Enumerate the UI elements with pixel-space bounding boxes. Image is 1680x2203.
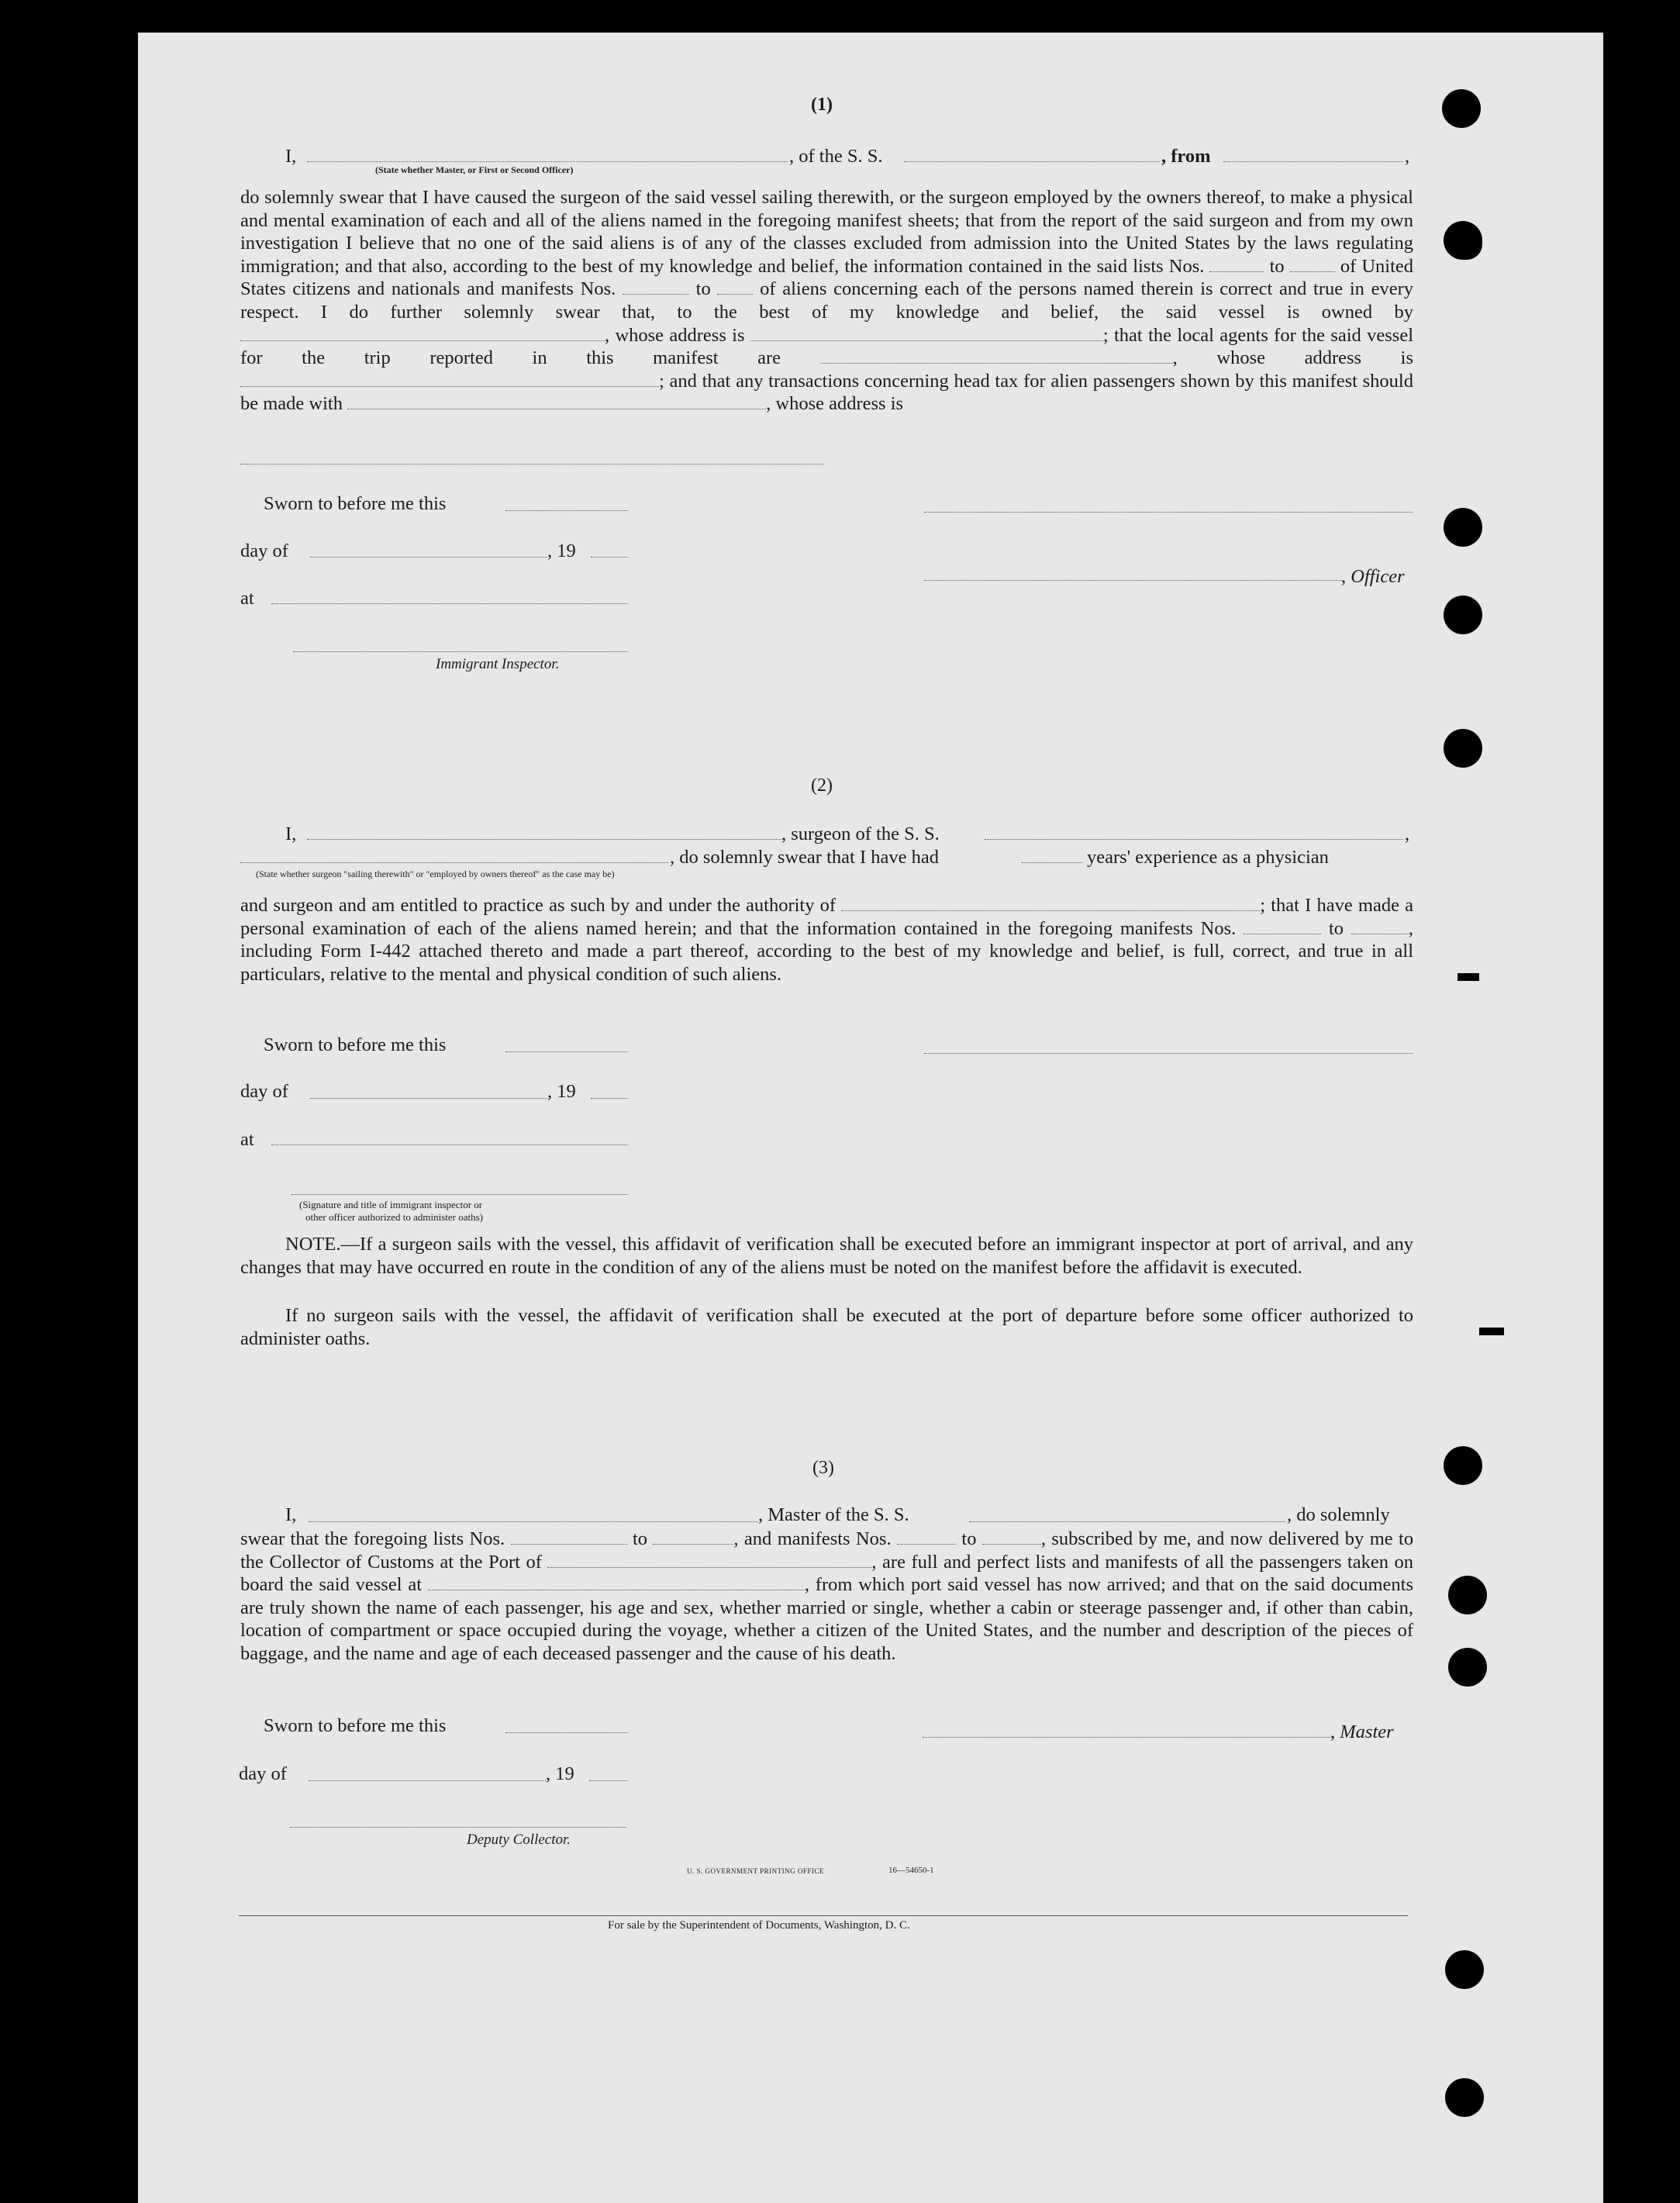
s1-manifests-to-field[interactable] — [717, 280, 753, 295]
s1-officer-signature-field[interactable] — [924, 512, 1413, 513]
s1-officer-label: , Officer — [1341, 566, 1405, 587]
footer-gpo: U. S. GOVERNMENT PRINTING OFFICE — [687, 1867, 824, 1875]
s1-at-field[interactable] — [271, 603, 628, 604]
s1-day-of: day of — [240, 540, 288, 561]
s3-master-name-field[interactable] — [309, 1521, 758, 1522]
s3-to-2: to — [961, 1528, 977, 1549]
s1-sworn-field[interactable] — [505, 510, 628, 511]
s1-para-c: of aliens concerning each of the persons named therein is correct and true in every respect. I do further solemnly swear that, to the best of my knowledge and belief, the said vessel is owned by — [240, 278, 1413, 323]
s2-signature-note-1: (Signature and title of immigrant inspector or — [299, 1199, 483, 1210]
s1-from: , from — [1161, 146, 1211, 167]
s3-subscribed: , subscribed by me, and now delivered by me to the Collector of Customs at the Port of — [240, 1528, 1414, 1573]
s1-of-ss: , of the S. S. — [789, 146, 883, 167]
s3-to-1: to — [632, 1528, 647, 1549]
s2-para-b: that I have made a personal examination of each of the aliens named herein; and that the information contained in the foregoing manifests Nos. — [240, 895, 1414, 939]
binder-hole — [1442, 89, 1481, 128]
s3-lists-to-field[interactable] — [653, 1530, 733, 1545]
s1-to-2: to — [695, 278, 711, 300]
s3-year-field[interactable] — [589, 1780, 628, 1781]
s3-deputy-signature-field[interactable] — [290, 1827, 626, 1828]
s2-swear: , do solemnly swear that I have had — [670, 847, 939, 868]
s1-para-a: do solemnly swear that I have caused the surgeon of the said vessel sailing therewith, or the surgeon employed by the owners thereof, to make a physical and mental examination of each and all of the aliens named in the foregoing manifest sheets; that from the report of the said surgeon and from my own investigation I believe that no one of the said aliens is of any of the classes excluded from admission into the United States by the laws regulating immigration; and that also, according to the best of my knowledge and belief, the information contained in the said lists Nos. — [240, 187, 1413, 277]
s2-surgeon-note: (State whether surgeon "sailing therewith" or "employed by owners thereof" as the case may be) — [256, 868, 615, 879]
s1-officer-signature-field-2[interactable] — [924, 580, 1343, 581]
s2-sworn: Sworn to before me this — [264, 1034, 447, 1055]
s3-day-field[interactable] — [309, 1780, 546, 1781]
s2-manifests-from-field[interactable] — [1244, 920, 1321, 934]
binder-hole — [1444, 596, 1482, 634]
s3-para-a: swear that the foregoing lists Nos. — [240, 1528, 505, 1549]
s3-master-of: , Master of the S. S. — [758, 1504, 909, 1525]
footer-rule — [239, 1915, 1408, 1916]
binder-hole — [1444, 221, 1482, 260]
s2-comma: , — [1405, 824, 1410, 844]
s2-i: I, — [285, 824, 297, 844]
s1-at: at — [240, 588, 254, 609]
s2-ship-field[interactable] — [985, 839, 1403, 840]
s1-whose-address-1: , whose address is — [605, 324, 745, 346]
s3-from-which: , from which port said vessel has now arrived; and that on the said documents are truly shown the name of each passenger, his age and sex, whether married or single, whether a cabin or steerage passenger and, if other than cabin, location of compartment or space occupied during the voyage, whether a citizen of the United States, and the number and description of the pieces of baggage, and the name and age of each deceased passenger and the cause of his death. — [240, 1574, 1413, 1664]
s3-master-signature-field[interactable] — [923, 1737, 1332, 1738]
s1-owner-address-field[interactable] — [750, 326, 1103, 341]
s3-manifests-to-field[interactable] — [982, 1530, 1041, 1545]
s2-para-a: and surgeon and am entitled to practice as such by and under the authority of — [240, 895, 837, 916]
s3-day-of: day of — [239, 1763, 287, 1784]
s2-surgeon-signature-field[interactable] — [924, 1053, 1413, 1054]
s1-from-field[interactable] — [1223, 161, 1403, 162]
s1-sworn: Sworn to before me this — [264, 493, 447, 514]
s3-full-perfect: , are full and perfect lists and manifests of all the passengers taken on board the said vessel at — [240, 1551, 1413, 1596]
s1-officer-note: (State whether Master, or First or Second Officer) — [375, 164, 574, 175]
s2-authority-field[interactable] — [841, 896, 1260, 911]
s3-ship-field[interactable] — [969, 1521, 1285, 1522]
s1-inspector-signature-field[interactable] — [293, 651, 628, 652]
binder-hole — [1448, 1576, 1487, 1614]
footer-form-no: 16—54650-1 — [888, 1866, 934, 1875]
s1-para-e: whose address is — [1216, 347, 1414, 369]
s3-i: I, — [285, 1504, 297, 1525]
s1-paragraph: do solemnly swear that I have caused the surgeon of the said vessel sailing therewith, or the surgeon employed by the owners thereof, to make a physical and mental examination of each and all of the aliens named in the foregoing manifest sheets; that from the report of the said surgeon and from my own investigation I believe that no one of the said aliens is of any of the classes excluded from admission into the United States by the laws regulating immigration; and that also, according to the best of my knowledge and belief, the information contained in the said lists Nos. to of United States citizens and nationals and manifests Nos. to of aliens concerning each of the persons named therein is correct and true in every respect. I do further solemnly swear that, to the best of my knowledge and belief, the said vessel is owned by , whose address is ; that the local agents for the said vessel for the trip reported in this manifest are , whose address is ; and that any transactions concerning head tax for alien passengers shown by this manifest should be made with , whose address is — [240, 187, 1414, 415]
s1-officer-field[interactable] — [307, 161, 788, 162]
s2-to: to — [1328, 917, 1344, 939]
s2-manifests-to-field[interactable] — [1351, 920, 1409, 934]
s1-lists-from-field[interactable] — [1209, 257, 1264, 272]
s1-year: , 19 — [547, 540, 576, 561]
section-1-number: (1) — [811, 95, 833, 115]
s3-deputy-label: Deputy Collector. — [467, 1832, 571, 1848]
s3-master-label: , Master — [1330, 1721, 1394, 1742]
s3-port-field[interactable] — [547, 1553, 871, 1568]
s1-whose-address-2: , whose address is — [766, 393, 904, 415]
binder-hole — [1444, 508, 1482, 547]
s2-paragraph: and surgeon and am entitled to practice as such by and under the authority of ; that I have made a personal examination of each of the aliens named herein; and that the information contained in the foregoing manifests Nos. to , including Form I-442 attached thereto and made a part thereof, according to the best of my knowledge and belief, is full, correct, and true in all particulars, relative to the mental and physical condition of such aliens. — [240, 895, 1414, 985]
s1-manifests-from-field[interactable] — [623, 280, 689, 295]
s2-sworn-field[interactable] — [505, 1051, 628, 1052]
s1-agents-field[interactable] — [820, 349, 1173, 364]
s3-sworn: Sworn to before me this — [264, 1715, 447, 1736]
s2-para-c: , including Form I-442 attached thereto and made a part thereof, according to the best of my knowledge and belief, is full, correct, and true in all particulars, relative to the mental and physical condition of such aliens. — [240, 917, 1414, 985]
s1-day-field[interactable] — [310, 557, 547, 558]
s2-at: at — [240, 1129, 254, 1150]
s3-sworn-field[interactable] — [505, 1732, 628, 1733]
s2-years-field[interactable] — [1022, 862, 1082, 863]
s1-comma: , — [1405, 146, 1410, 167]
s2-year: , 19 — [547, 1081, 576, 1102]
binder-hole — [1448, 1648, 1487, 1687]
s1-para-b: of United States citizens and nationals and manifests Nos. — [240, 255, 1414, 300]
footer-for-sale: For sale by the Superintendent of Documents, Washington, D. C. — [608, 1919, 910, 1932]
s1-to-1: to — [1269, 255, 1285, 277]
binder-mark — [1457, 973, 1479, 981]
s1-agents-address-field[interactable] — [240, 372, 659, 387]
s1-owner-field[interactable] — [240, 326, 605, 341]
s2-surgeon-name-field[interactable] — [307, 839, 781, 840]
s3-boarding-port-field[interactable] — [428, 1576, 805, 1590]
s2-note-2 — [240, 1304, 1413, 1350]
s1-para-d: that the local agents for the said vessel for the trip reported in this manifest are — [240, 324, 1413, 369]
s2-surgeon-type-field[interactable] — [240, 862, 668, 863]
s2-year-field[interactable] — [591, 1098, 628, 1099]
s2-surgeon-of: , surgeon of the S. S. — [781, 824, 940, 844]
s1-year-field[interactable] — [591, 557, 628, 558]
s2-day-field[interactable] — [310, 1098, 547, 1099]
s2-note-1-text: NOTE.—If a surgeon sails with the vessel, this affidavit of verification shall be executed before an immigrant inspector at port of arrival, and any changes that may have occurred en route in the condition of any of the aliens must be noted on the manifest before the affidavit is executed. — [240, 1234, 1413, 1278]
s2-note-1 — [240, 1233, 1413, 1279]
section-3-number: (3) — [812, 1458, 834, 1478]
s3-and-manifests: , and manifests Nos. — [733, 1528, 892, 1549]
s1-i: I, — [285, 146, 297, 167]
s1-inspector-label: Immigrant Inspector. — [436, 656, 560, 672]
s2-note-2-text: If no surgeon sails with the vessel, the affidavit of verification shall be executed at the port of departure before some officer authorized to administer oaths. — [240, 1305, 1413, 1349]
s1-ship-field[interactable] — [904, 161, 1160, 162]
s1-para-f: ; and that any transactions concerning head tax for alien passengers shown by this manifest should be made with — [240, 370, 1413, 415]
s3-manifests-from-field[interactable] — [897, 1530, 956, 1545]
s1-lists-to-field[interactable] — [1290, 257, 1335, 272]
binder-hole — [1444, 1446, 1482, 1485]
s2-inspector-signature-field[interactable] — [291, 1194, 628, 1195]
binder-hole — [1445, 2078, 1484, 2117]
binder-hole — [1445, 1950, 1484, 1989]
s1-headtax-field[interactable] — [347, 395, 766, 409]
section-2-number: (2) — [811, 775, 833, 796]
s3-year: , 19 — [546, 1763, 574, 1784]
s2-years: years' experience as a physician — [1087, 847, 1329, 868]
s3-paragraph — [240, 1528, 1413, 1666]
s2-day-of: day of — [240, 1081, 288, 1102]
s3-lists-from-field[interactable] — [511, 1530, 627, 1545]
binder-mark — [1479, 1328, 1504, 1335]
s3-do-solemnly: , do solemnly — [1287, 1504, 1390, 1525]
s2-signature-note-2: other officer authorized to administer oaths) — [305, 1211, 483, 1223]
binder-hole — [1444, 729, 1482, 768]
